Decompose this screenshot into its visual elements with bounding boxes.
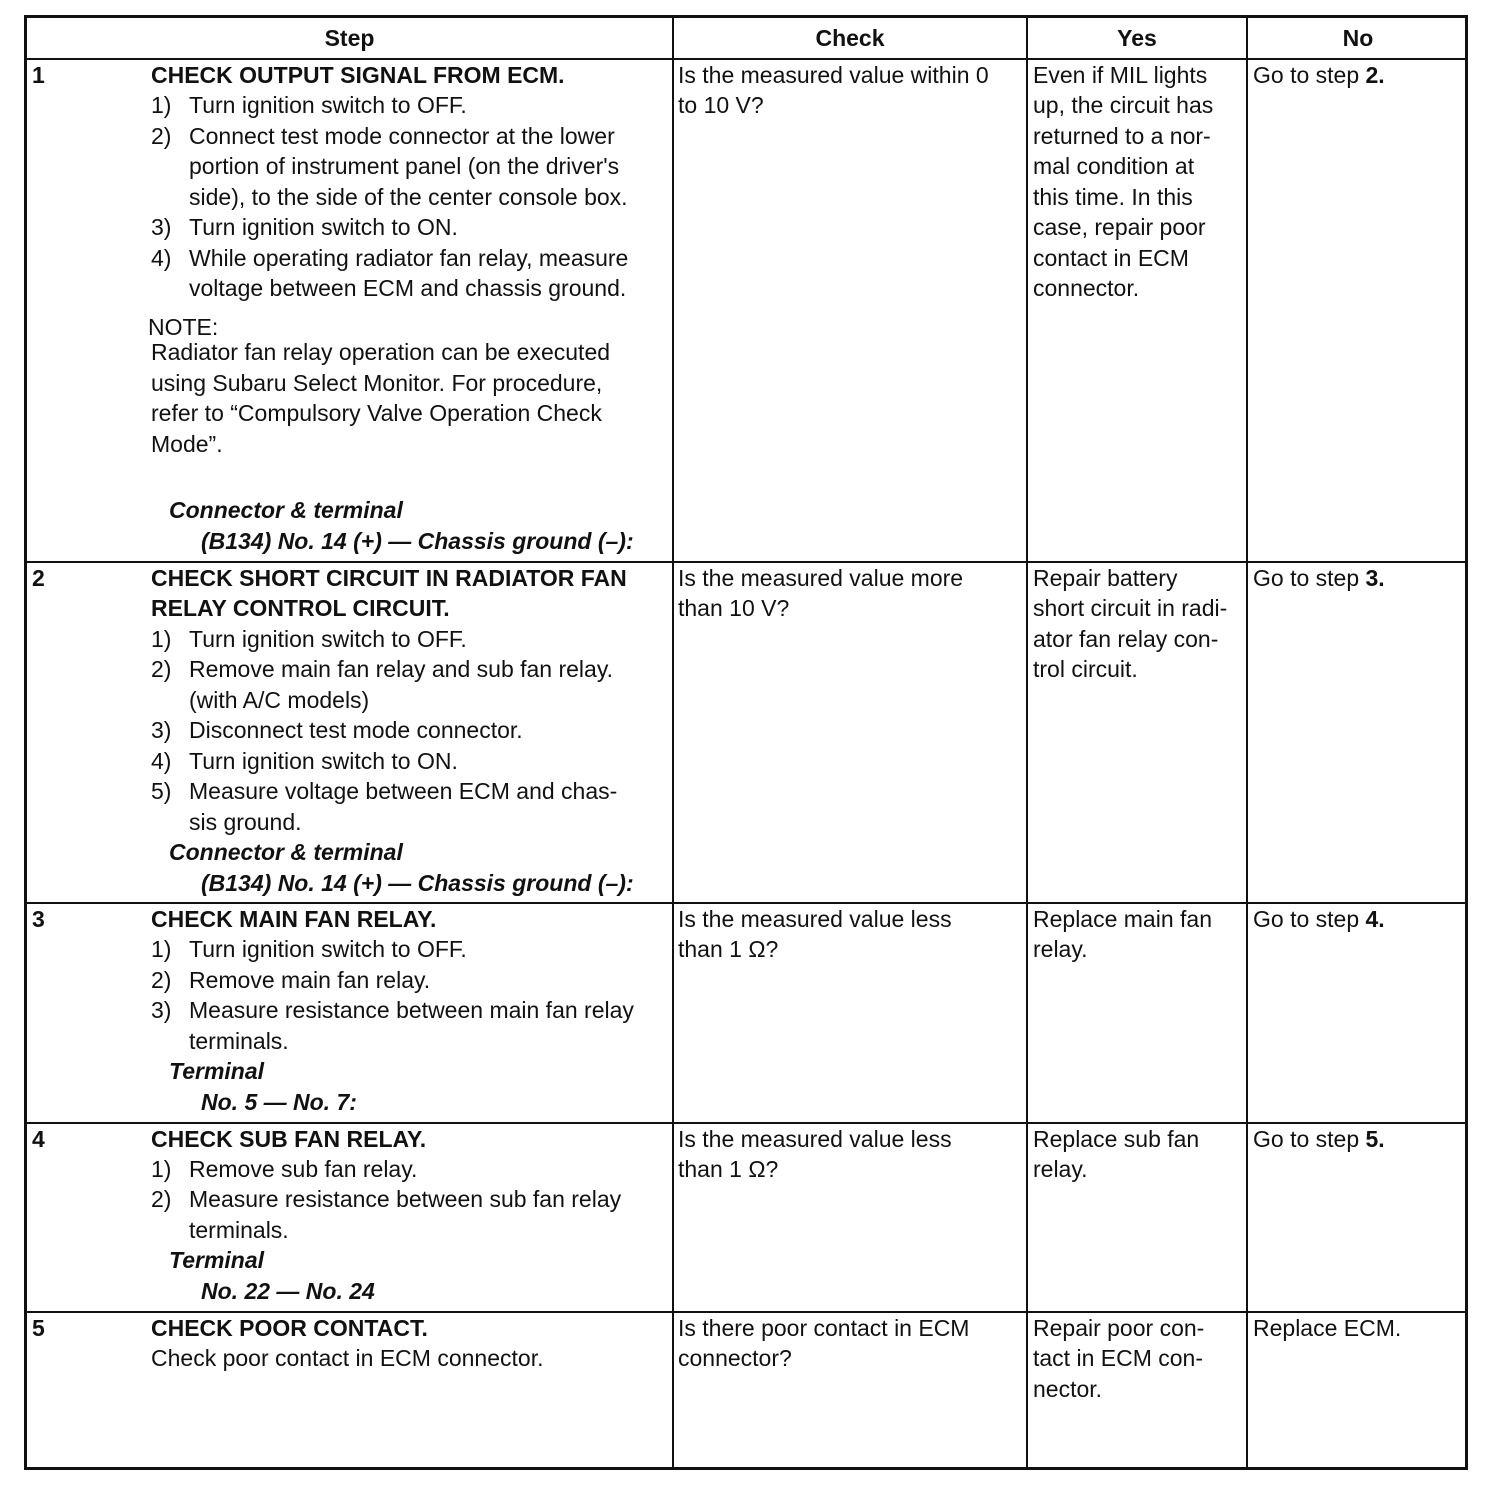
- item-text: Measure resistance between main fan relay: [189, 997, 634, 1023]
- item-number: 3): [151, 214, 172, 240]
- item-text: Turn ignition switch to OFF.: [189, 936, 467, 962]
- column-divider: [1246, 18, 1248, 1467]
- no-step-link: 2.: [1365, 62, 1385, 88]
- note-line: Mode”.: [151, 431, 223, 457]
- yes-text: Repair poor con-: [1033, 1315, 1205, 1341]
- spec-label: Terminal: [169, 1058, 265, 1084]
- yes-text: mal condition at: [1033, 153, 1195, 179]
- header-step: Step: [324, 25, 375, 51]
- item-text: sis ground.: [189, 809, 302, 835]
- item-text: Remove main fan relay and sub fan relay.: [189, 656, 614, 682]
- item-text: terminals.: [189, 1217, 289, 1243]
- spec-label: Connector & terminal: [169, 839, 403, 865]
- yes-text: short circuit in radi-: [1033, 595, 1228, 621]
- diagnostic-table: [24, 15, 1468, 1470]
- spec-value: (B134) No. 14 (+) — Chassis ground (–):: [201, 528, 634, 554]
- check-text: Is the measured value more: [678, 565, 964, 591]
- yes-text: ator fan relay con-: [1033, 626, 1219, 652]
- yes-text: Even if MIL lights: [1033, 62, 1208, 88]
- note-label: NOTE:: [148, 314, 219, 340]
- item-text: Measure voltage between ECM and chas-: [189, 778, 618, 804]
- yes-text: contact in ECM: [1033, 245, 1189, 271]
- item-number: 3): [151, 717, 172, 743]
- yes-text: this time. In this: [1033, 184, 1193, 210]
- yes-text: relay.: [1033, 936, 1088, 962]
- check-text: to 10 V?: [678, 92, 764, 118]
- spec-label: Terminal: [169, 1247, 265, 1273]
- spec-value: No. 5 — No. 7:: [201, 1089, 357, 1115]
- no-text: Go to step 5.: [1253, 1126, 1385, 1152]
- item-text: Remove sub fan relay.: [189, 1156, 418, 1182]
- note-line: Radiator fan relay operation can be executed: [151, 339, 611, 365]
- item-text: terminals.: [189, 1028, 289, 1054]
- header-no: No: [1342, 25, 1374, 51]
- item-number: 1): [151, 1156, 172, 1182]
- step-body: Check poor contact in ECM connector.: [151, 1345, 544, 1371]
- item-text: Turn ignition switch to ON.: [189, 214, 458, 240]
- step-number: 4: [32, 1126, 45, 1152]
- column-divider: [1026, 18, 1028, 1467]
- item-text: Remove main fan relay.: [189, 967, 431, 993]
- step-number: 5: [32, 1315, 45, 1341]
- step-title: CHECK OUTPUT SIGNAL FROM ECM.: [151, 62, 565, 88]
- check-text: Is the measured value within 0: [678, 62, 989, 88]
- spec-value: No. 22 — No. 24: [201, 1278, 375, 1304]
- item-number: 4): [151, 245, 172, 271]
- step-number: 2: [32, 565, 45, 591]
- yes-text: connector.: [1033, 275, 1140, 301]
- header-yes: Yes: [1117, 25, 1157, 51]
- step-title: CHECK SUB FAN RELAY.: [151, 1126, 427, 1152]
- note-line: refer to “Compulsory Valve Operation Check: [151, 400, 602, 426]
- item-number: 1): [151, 626, 172, 652]
- item-text: Turn ignition switch to OFF.: [189, 626, 467, 652]
- item-number: 5): [151, 778, 172, 804]
- item-number: 1): [151, 92, 172, 118]
- item-text: Measure resistance between sub fan relay: [189, 1186, 622, 1212]
- item-text: Connect test mode connector at the lower: [189, 123, 615, 149]
- yes-text: nector.: [1033, 1376, 1103, 1402]
- item-number: 1): [151, 936, 172, 962]
- check-text: Is the measured value less: [678, 906, 952, 932]
- step-title: CHECK MAIN FAN RELAY.: [151, 906, 437, 932]
- yes-text: Replace sub fan: [1033, 1126, 1200, 1152]
- step-title: RELAY CONTROL CIRCUIT.: [151, 595, 450, 621]
- no-step-link: 5.: [1365, 1126, 1385, 1152]
- check-text: Is the measured value less: [678, 1126, 952, 1152]
- item-text: While operating radiator fan relay, measure: [189, 245, 629, 271]
- no-step-link: 4.: [1365, 906, 1385, 932]
- item-number: 2): [151, 1186, 172, 1212]
- item-text: Turn ignition switch to ON.: [189, 748, 458, 774]
- no-text: Go to step 2.: [1253, 62, 1385, 88]
- yes-text: returned to a nor-: [1033, 123, 1211, 149]
- yes-text: Repair battery: [1033, 565, 1178, 591]
- spec-value: (B134) No. 14 (+) — Chassis ground (–):: [201, 870, 634, 896]
- item-text: Turn ignition switch to OFF.: [189, 92, 467, 118]
- step-title: CHECK POOR CONTACT.: [151, 1315, 428, 1341]
- no-text: Go to step 4.: [1253, 906, 1385, 932]
- check-text: than 1 Ω?: [678, 936, 779, 962]
- check-text: Is there poor contact in ECM: [678, 1315, 970, 1341]
- yes-text: up, the circuit has: [1033, 92, 1214, 118]
- item-number: 2): [151, 967, 172, 993]
- item-number: 2): [151, 656, 172, 682]
- no-text: Go to step 3.: [1253, 565, 1385, 591]
- step-title: CHECK SHORT CIRCUIT IN RADIATOR FAN: [151, 565, 627, 591]
- check-text: than 1 Ω?: [678, 1156, 779, 1182]
- yes-text: Replace main fan: [1033, 906, 1212, 932]
- item-number: 3): [151, 997, 172, 1023]
- step-number: 3: [32, 906, 45, 932]
- no-step-link: 3.: [1365, 565, 1385, 591]
- item-number: 2): [151, 123, 172, 149]
- step-number: 1: [32, 62, 45, 88]
- spec-label: Connector & terminal: [169, 497, 403, 523]
- check-text: connector?: [678, 1345, 792, 1371]
- no-text: Replace ECM.: [1253, 1315, 1402, 1341]
- yes-text: tact in ECM con-: [1033, 1345, 1203, 1371]
- item-text: portion of instrument panel (on the driver's: [189, 153, 620, 179]
- item-text: Disconnect test mode connector.: [189, 717, 523, 743]
- item-text: (with A/C models): [189, 687, 370, 713]
- header-check: Check: [815, 25, 885, 51]
- item-number: 4): [151, 748, 172, 774]
- check-text: than 10 V?: [678, 595, 790, 621]
- item-text: side), to the side of the center console box.: [189, 184, 628, 210]
- yes-text: relay.: [1033, 1156, 1088, 1182]
- item-text: voltage between ECM and chassis ground.: [189, 275, 627, 301]
- note-line: using Subaru Select Monitor. For procedure,: [151, 370, 603, 396]
- yes-text: trol circuit.: [1033, 656, 1138, 682]
- yes-text: case, repair poor: [1033, 214, 1206, 240]
- column-divider: [672, 18, 674, 1467]
